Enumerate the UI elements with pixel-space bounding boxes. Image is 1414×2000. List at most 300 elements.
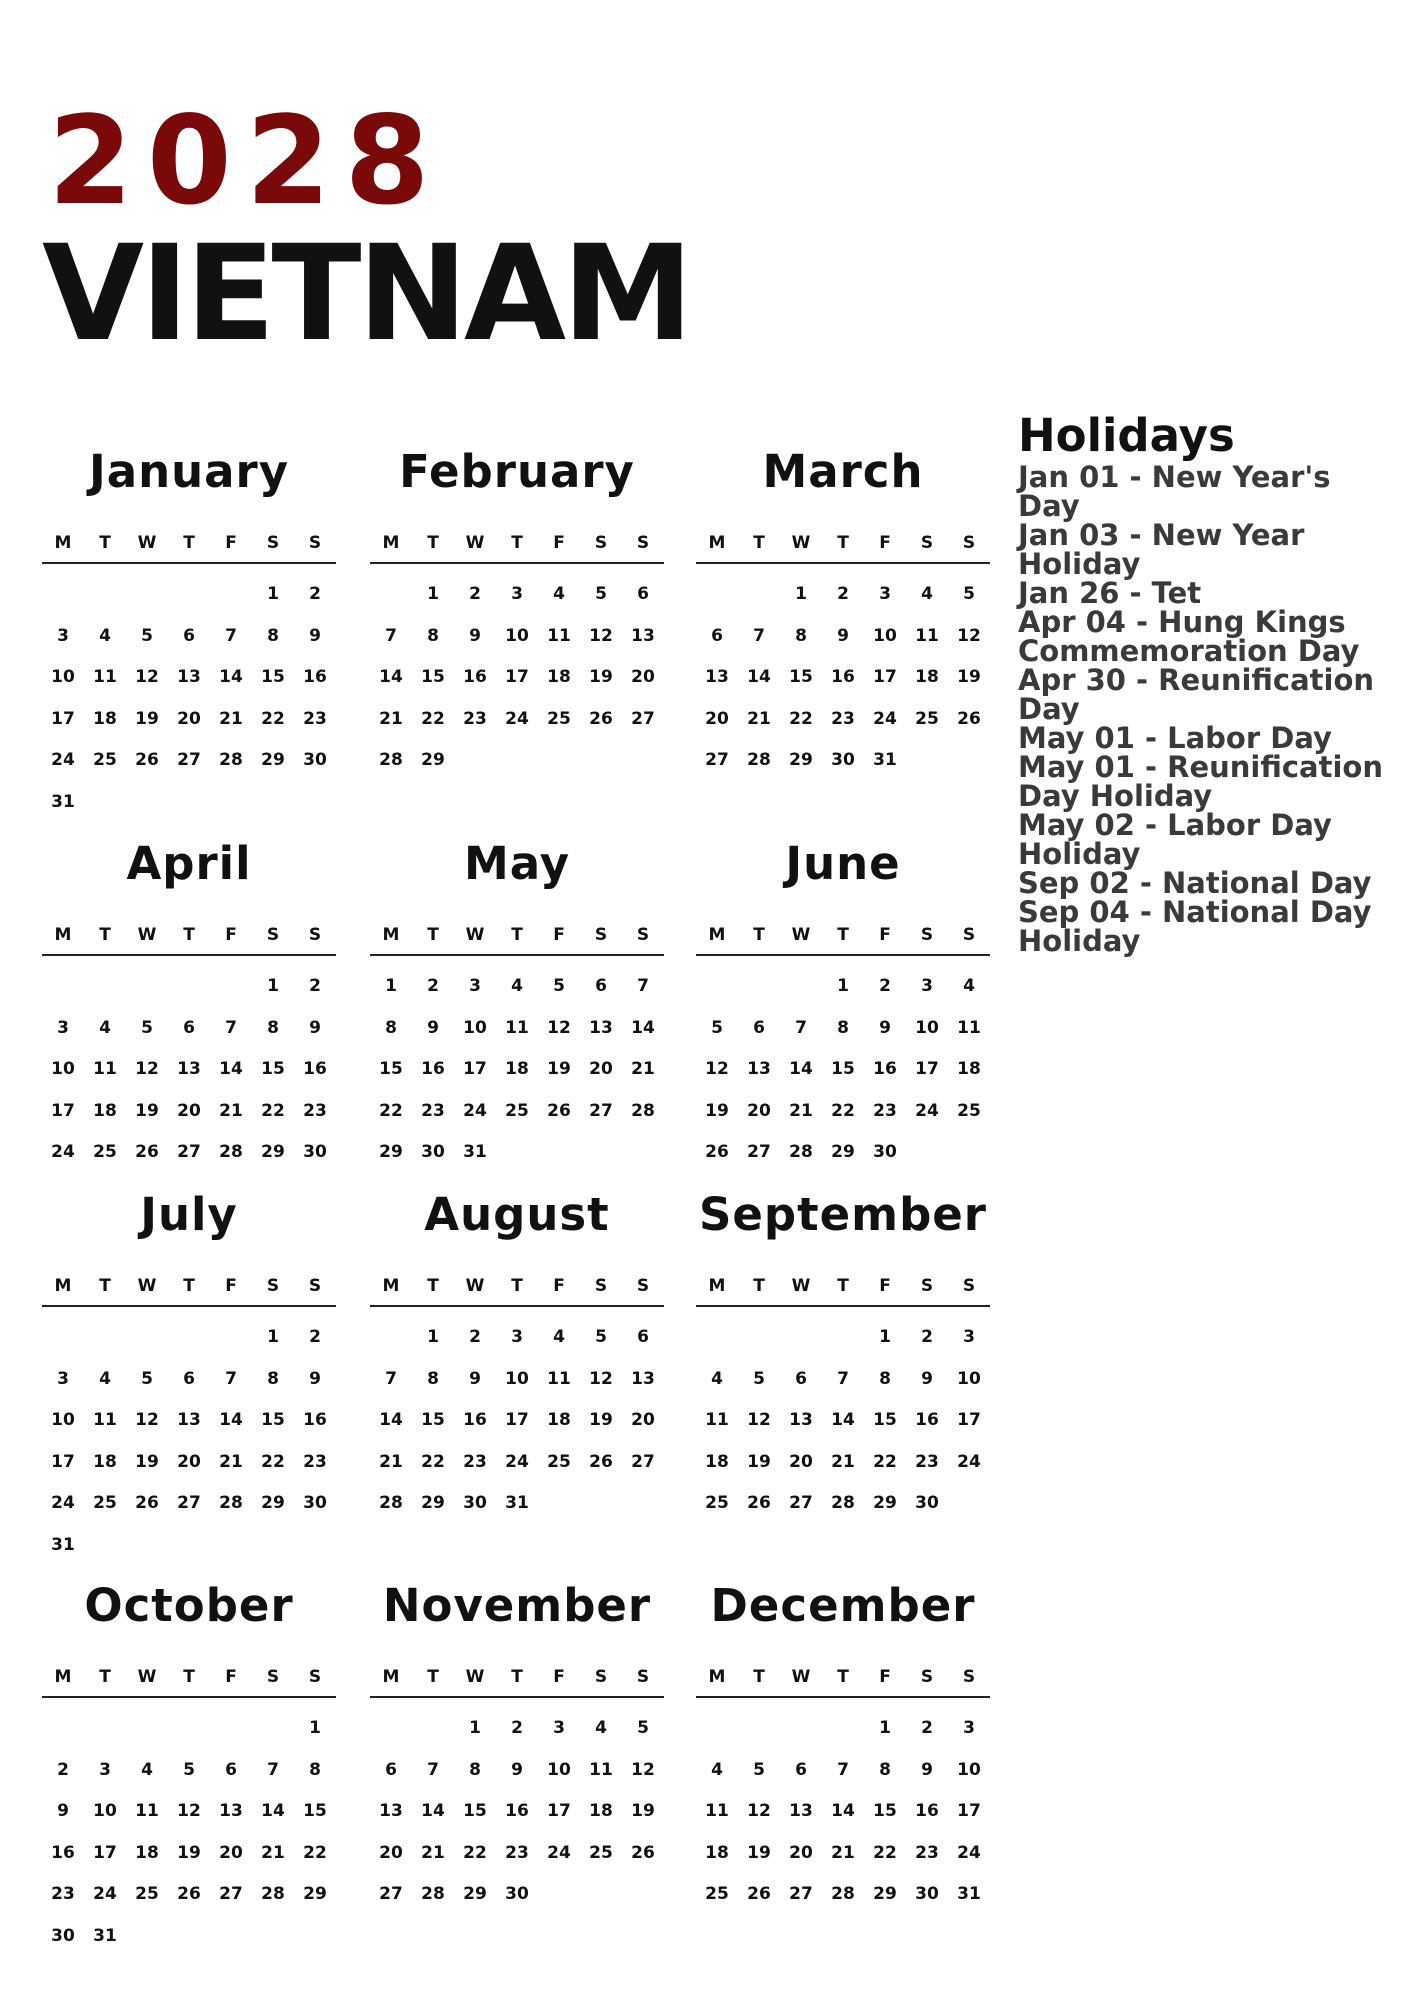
day-cell: 31	[51, 791, 75, 812]
weekday-label: S	[920, 925, 934, 945]
day-cell: 7	[267, 1759, 279, 1780]
day-cell: 16	[421, 1059, 445, 1080]
day-blank	[126, 1317, 168, 1359]
day-cell: 8	[427, 625, 439, 646]
day-blank	[370, 1708, 412, 1750]
weekday-label: M	[54, 925, 72, 945]
day-cell: 24	[915, 1100, 939, 1121]
day-cell: 14	[379, 667, 403, 688]
day-cell: 10	[547, 1759, 571, 1780]
weekday-label: T	[753, 925, 765, 945]
day-blank	[126, 574, 168, 616]
day-cell: 29	[303, 1884, 327, 1905]
weekday-label: T	[99, 1276, 111, 1296]
day-cell: 30	[915, 1493, 939, 1514]
day-cell: 5	[711, 1017, 723, 1038]
day-cell: 24	[957, 1451, 981, 1472]
holiday-item: Apr 30 - Reunification Day	[1018, 663, 1375, 727]
day-cell: 29	[831, 1142, 855, 1163]
day-cell: 18	[589, 1801, 613, 1822]
day-cell: 18	[957, 1059, 981, 1080]
day-cell: 13	[219, 1801, 243, 1822]
day-cell: 17	[957, 1801, 981, 1822]
weekday-label: F	[225, 533, 237, 553]
weekday-header	[696, 916, 990, 956]
day-blank	[168, 574, 210, 616]
day-cell: 26	[135, 750, 159, 771]
day-cell: 4	[511, 976, 523, 996]
day-blank	[42, 574, 84, 616]
day-cell: 13	[177, 1410, 201, 1431]
day-cell: 2	[921, 1327, 933, 1347]
day-cell: 10	[957, 1368, 981, 1389]
day-cell: 28	[421, 1884, 445, 1905]
day-cell: 1	[427, 1327, 439, 1347]
month-name: July	[140, 1188, 238, 1241]
day-cell: 17	[915, 1059, 939, 1080]
day-cell: 11	[547, 625, 571, 646]
day-cell: 30	[51, 1925, 75, 1946]
day-cell: 22	[873, 1842, 897, 1863]
day-cell: 12	[547, 1017, 571, 1038]
day-cell: 17	[505, 667, 529, 688]
day-blank	[210, 966, 252, 1008]
weekday-label: T	[511, 1667, 523, 1687]
day-cell: 1	[879, 1718, 891, 1738]
day-cell: 22	[421, 1451, 445, 1472]
day-cell: 8	[309, 1759, 321, 1780]
day-cell: 7	[225, 625, 237, 646]
day-blank	[210, 1708, 252, 1750]
day-cell: 20	[177, 708, 201, 729]
day-cell: 18	[547, 667, 571, 688]
day-cell: 11	[957, 1017, 981, 1038]
day-cell: 6	[753, 1017, 765, 1038]
day-cell: 21	[219, 1451, 243, 1472]
day-cell: 14	[421, 1801, 445, 1822]
day-cell: 15	[261, 1059, 285, 1080]
day-cell: 11	[705, 1410, 729, 1431]
day-grid	[42, 574, 336, 824]
country-heading: VIETNAM	[42, 217, 690, 371]
day-cell: 9	[469, 625, 481, 646]
day-blank	[168, 1317, 210, 1359]
day-cell: 9	[427, 1017, 439, 1038]
day-cell: 28	[379, 1493, 403, 1514]
day-cell: 24	[93, 1884, 117, 1905]
day-cell: 1	[267, 584, 279, 604]
day-cell: 22	[463, 1842, 487, 1863]
day-cell: 12	[631, 1759, 655, 1780]
day-grid	[370, 1317, 664, 1525]
day-cell: 6	[183, 1368, 195, 1389]
day-cell: 23	[463, 708, 487, 729]
weekday-label: W	[137, 1276, 157, 1296]
day-cell: 22	[379, 1100, 403, 1121]
day-cell: 10	[957, 1759, 981, 1780]
day-cell: 5	[595, 584, 607, 604]
day-cell: 16	[505, 1801, 529, 1822]
day-cell: 22	[831, 1100, 855, 1121]
day-cell: 5	[753, 1759, 765, 1780]
day-cell: 16	[873, 1059, 897, 1080]
day-blank	[168, 966, 210, 1008]
weekday-label: T	[427, 1667, 439, 1687]
day-grid	[696, 574, 990, 782]
month-name: August	[424, 1188, 610, 1241]
day-cell: 25	[93, 750, 117, 771]
day-cell: 10	[915, 1017, 939, 1038]
day-cell: 6	[385, 1759, 397, 1780]
day-blank	[370, 574, 412, 616]
day-cell: 10	[51, 1410, 75, 1431]
day-cell: 8	[267, 1368, 279, 1389]
day-cell: 3	[511, 584, 523, 604]
day-cell: 8	[267, 1017, 279, 1038]
holiday-item: Jan 01 - New Year's Day	[1018, 460, 1331, 524]
day-cell: 24	[463, 1100, 487, 1121]
day-cell: 8	[469, 1759, 481, 1780]
weekday-label: M	[708, 533, 726, 553]
weekday-label: M	[708, 1667, 726, 1687]
day-blank	[738, 1317, 780, 1359]
day-cell: 5	[637, 1718, 649, 1738]
day-cell: 2	[309, 976, 321, 996]
weekday-label: S	[594, 533, 608, 553]
day-cell: 25	[915, 708, 939, 729]
day-cell: 29	[261, 1142, 285, 1163]
weekday-label: W	[465, 1667, 485, 1687]
day-grid	[42, 966, 336, 1174]
day-cell: 11	[915, 625, 939, 646]
day-cell: 21	[421, 1842, 445, 1863]
weekday-label: M	[54, 533, 72, 553]
day-cell: 19	[957, 667, 981, 688]
weekday-label: T	[99, 925, 111, 945]
weekday-label: W	[137, 1667, 157, 1687]
weekday-label: S	[266, 533, 280, 553]
day-cell: 1	[879, 1327, 891, 1347]
day-cell: 28	[831, 1884, 855, 1905]
month-name: March	[762, 445, 924, 498]
day-cell: 11	[589, 1759, 613, 1780]
day-cell: 13	[631, 1368, 655, 1389]
day-cell: 23	[51, 1884, 75, 1905]
weekday-label: S	[920, 1276, 934, 1296]
day-cell: 1	[469, 1718, 481, 1738]
day-cell: 20	[177, 1451, 201, 1472]
day-cell: 17	[51, 1451, 75, 1472]
holiday-item: Jan 03 - New Year Holiday	[1018, 518, 1305, 582]
day-cell: 6	[795, 1759, 807, 1780]
weekday-label: T	[99, 533, 111, 553]
day-cell: 9	[921, 1759, 933, 1780]
day-cell: 4	[595, 1718, 607, 1738]
day-cell: 15	[421, 1410, 445, 1431]
weekday-label: S	[308, 1667, 322, 1687]
day-cell: 13	[177, 667, 201, 688]
day-blank	[42, 966, 84, 1008]
day-cell: 6	[711, 625, 723, 646]
day-cell: 3	[511, 1327, 523, 1347]
day-cell: 7	[225, 1368, 237, 1389]
month-name: October	[84, 1579, 294, 1632]
day-cell: 7	[225, 1017, 237, 1038]
day-cell: 14	[219, 1410, 243, 1431]
day-cell: 30	[421, 1142, 445, 1163]
day-blank	[42, 1708, 84, 1750]
day-cell: 23	[915, 1842, 939, 1863]
day-cell: 3	[57, 1017, 69, 1038]
day-blank	[738, 1708, 780, 1750]
day-cell: 23	[421, 1100, 445, 1121]
weekday-label: S	[308, 925, 322, 945]
day-cell: 24	[51, 1493, 75, 1514]
day-cell: 7	[837, 1759, 849, 1780]
day-cell: 18	[547, 1410, 571, 1431]
day-cell: 22	[261, 708, 285, 729]
day-cell: 23	[303, 1100, 327, 1121]
day-cell: 21	[379, 1451, 403, 1472]
day-cell: 2	[469, 584, 481, 604]
weekday-label: M	[382, 925, 400, 945]
day-cell: 14	[219, 667, 243, 688]
day-blank	[780, 966, 822, 1008]
day-cell: 11	[93, 1059, 117, 1080]
day-cell: 19	[631, 1801, 655, 1822]
day-blank	[126, 966, 168, 1008]
day-cell: 10	[505, 625, 529, 646]
month-name: June	[785, 837, 901, 890]
day-cell: 29	[379, 1142, 403, 1163]
day-cell: 2	[309, 1327, 321, 1347]
day-cell: 1	[309, 1718, 321, 1738]
weekday-label: T	[427, 1276, 439, 1296]
day-cell: 21	[219, 708, 243, 729]
weekday-label: T	[753, 1667, 765, 1687]
day-cell: 20	[705, 708, 729, 729]
day-cell: 25	[93, 1493, 117, 1514]
month-name: January	[88, 445, 290, 498]
day-cell: 11	[505, 1017, 529, 1038]
day-cell: 14	[261, 1801, 285, 1822]
day-cell: 5	[141, 1017, 153, 1038]
weekday-label: W	[465, 1276, 485, 1296]
day-cell: 1	[267, 1327, 279, 1347]
day-blank	[168, 1708, 210, 1750]
weekday-label: W	[465, 533, 485, 553]
weekday-label: T	[427, 925, 439, 945]
day-cell: 22	[873, 1451, 897, 1472]
day-cell: 10	[93, 1801, 117, 1822]
weekday-label: F	[225, 925, 237, 945]
month-name: September	[699, 1188, 987, 1241]
day-cell: 29	[421, 750, 445, 771]
weekday-label: W	[465, 925, 485, 945]
holiday-list	[1018, 460, 1398, 959]
day-cell: 27	[177, 1493, 201, 1514]
weekday-label: T	[753, 533, 765, 553]
day-blank	[696, 1708, 738, 1750]
day-cell: 31	[957, 1884, 981, 1905]
day-cell: 16	[463, 667, 487, 688]
day-cell: 8	[267, 625, 279, 646]
day-cell: 26	[135, 1142, 159, 1163]
day-grid	[370, 574, 664, 782]
day-cell: 8	[427, 1368, 439, 1389]
day-blank	[210, 574, 252, 616]
day-grid	[370, 966, 664, 1174]
weekday-label: T	[837, 1667, 849, 1687]
day-cell: 28	[747, 750, 771, 771]
day-cell: 21	[747, 708, 771, 729]
weekday-label: T	[183, 1667, 195, 1687]
weekday-label: W	[137, 533, 157, 553]
day-cell: 30	[873, 1142, 897, 1163]
day-cell: 12	[135, 1059, 159, 1080]
weekday-header	[696, 524, 990, 564]
day-cell: 20	[177, 1100, 201, 1121]
day-cell: 26	[589, 708, 613, 729]
weekday-label: W	[137, 925, 157, 945]
day-cell: 13	[747, 1059, 771, 1080]
weekday-label: M	[382, 1276, 400, 1296]
day-cell: 6	[795, 1368, 807, 1389]
day-cell: 15	[261, 667, 285, 688]
day-cell: 28	[789, 1142, 813, 1163]
day-cell: 3	[921, 976, 933, 996]
day-cell: 2	[511, 1718, 523, 1738]
day-cell: 31	[93, 1925, 117, 1946]
day-cell: 23	[873, 1100, 897, 1121]
day-cell: 14	[747, 667, 771, 688]
day-blank	[210, 1317, 252, 1359]
day-cell: 20	[789, 1451, 813, 1472]
weekday-label: F	[879, 533, 891, 553]
day-blank	[84, 1708, 126, 1750]
day-cell: 9	[309, 625, 321, 646]
day-cell: 29	[261, 1493, 285, 1514]
weekday-label: S	[308, 1276, 322, 1296]
weekday-label: T	[511, 925, 523, 945]
day-cell: 25	[705, 1884, 729, 1905]
day-cell: 16	[831, 667, 855, 688]
day-cell: 15	[789, 667, 813, 688]
weekday-header	[370, 916, 664, 956]
day-cell: 18	[705, 1451, 729, 1472]
day-cell: 2	[837, 584, 849, 604]
day-cell: 25	[589, 1842, 613, 1863]
day-cell: 31	[463, 1142, 487, 1163]
day-cell: 8	[879, 1368, 891, 1389]
day-cell: 15	[261, 1410, 285, 1431]
day-cell: 13	[631, 625, 655, 646]
day-cell: 24	[505, 1451, 529, 1472]
day-blank	[126, 1708, 168, 1750]
weekday-label: W	[791, 1276, 811, 1296]
day-cell: 15	[873, 1801, 897, 1822]
day-cell: 19	[135, 1100, 159, 1121]
day-cell: 11	[135, 1801, 159, 1822]
day-cell: 20	[747, 1100, 771, 1121]
day-cell: 18	[705, 1842, 729, 1863]
day-cell: 29	[873, 1493, 897, 1514]
day-cell: 22	[261, 1451, 285, 1472]
day-cell: 31	[873, 750, 897, 771]
day-cell: 28	[219, 1142, 243, 1163]
day-cell: 11	[93, 667, 117, 688]
day-cell: 30	[831, 750, 855, 771]
day-cell: 24	[957, 1842, 981, 1863]
weekday-label: F	[553, 1667, 565, 1687]
day-cell: 18	[93, 1100, 117, 1121]
day-cell: 19	[747, 1451, 771, 1472]
day-cell: 4	[963, 976, 975, 996]
day-cell: 2	[57, 1759, 69, 1780]
day-cell: 30	[303, 1493, 327, 1514]
day-cell: 13	[705, 667, 729, 688]
day-cell: 9	[309, 1368, 321, 1389]
day-cell: 23	[303, 708, 327, 729]
weekday-label: S	[962, 1276, 976, 1296]
day-cell: 29	[421, 1493, 445, 1514]
month-name: May	[463, 837, 571, 890]
holiday-item: Sep 04 - National Day Holiday	[1018, 895, 1372, 959]
weekday-label: M	[54, 1667, 72, 1687]
day-cell: 1	[837, 976, 849, 996]
day-cell: 30	[303, 750, 327, 771]
day-cell: 24	[51, 1142, 75, 1163]
day-cell: 14	[631, 1017, 655, 1038]
day-cell: 28	[219, 1493, 243, 1514]
day-cell: 1	[267, 976, 279, 996]
day-cell: 20	[219, 1842, 243, 1863]
day-cell: 20	[631, 667, 655, 688]
weekday-label: T	[99, 1667, 111, 1687]
day-cell: 1	[795, 584, 807, 604]
day-cell: 2	[427, 976, 439, 996]
day-cell: 3	[57, 625, 69, 646]
day-cell: 25	[505, 1100, 529, 1121]
day-cell: 23	[505, 1842, 529, 1863]
day-cell: 30	[463, 1493, 487, 1514]
day-blank	[738, 966, 780, 1008]
day-cell: 23	[915, 1451, 939, 1472]
weekday-label: F	[225, 1276, 237, 1296]
day-cell: 9	[511, 1759, 523, 1780]
day-cell: 9	[879, 1017, 891, 1038]
weekday-label: W	[791, 1667, 811, 1687]
weekday-header	[42, 524, 336, 564]
day-blank	[370, 1317, 412, 1359]
day-cell: 30	[303, 1142, 327, 1163]
day-cell: 27	[705, 750, 729, 771]
day-cell: 28	[831, 1493, 855, 1514]
day-cell: 12	[589, 1368, 613, 1389]
day-cell: 21	[261, 1842, 285, 1863]
weekday-label: T	[511, 533, 523, 553]
weekday-label: F	[879, 1667, 891, 1687]
day-cell: 14	[831, 1801, 855, 1822]
day-cell: 21	[631, 1059, 655, 1080]
day-cell: 6	[183, 625, 195, 646]
day-cell: 12	[705, 1059, 729, 1080]
day-cell: 6	[595, 976, 607, 996]
holiday-item: May 01 - Labor Day	[1018, 721, 1332, 756]
day-cell: 31	[505, 1493, 529, 1514]
day-cell: 11	[93, 1410, 117, 1431]
day-cell: 29	[789, 750, 813, 771]
